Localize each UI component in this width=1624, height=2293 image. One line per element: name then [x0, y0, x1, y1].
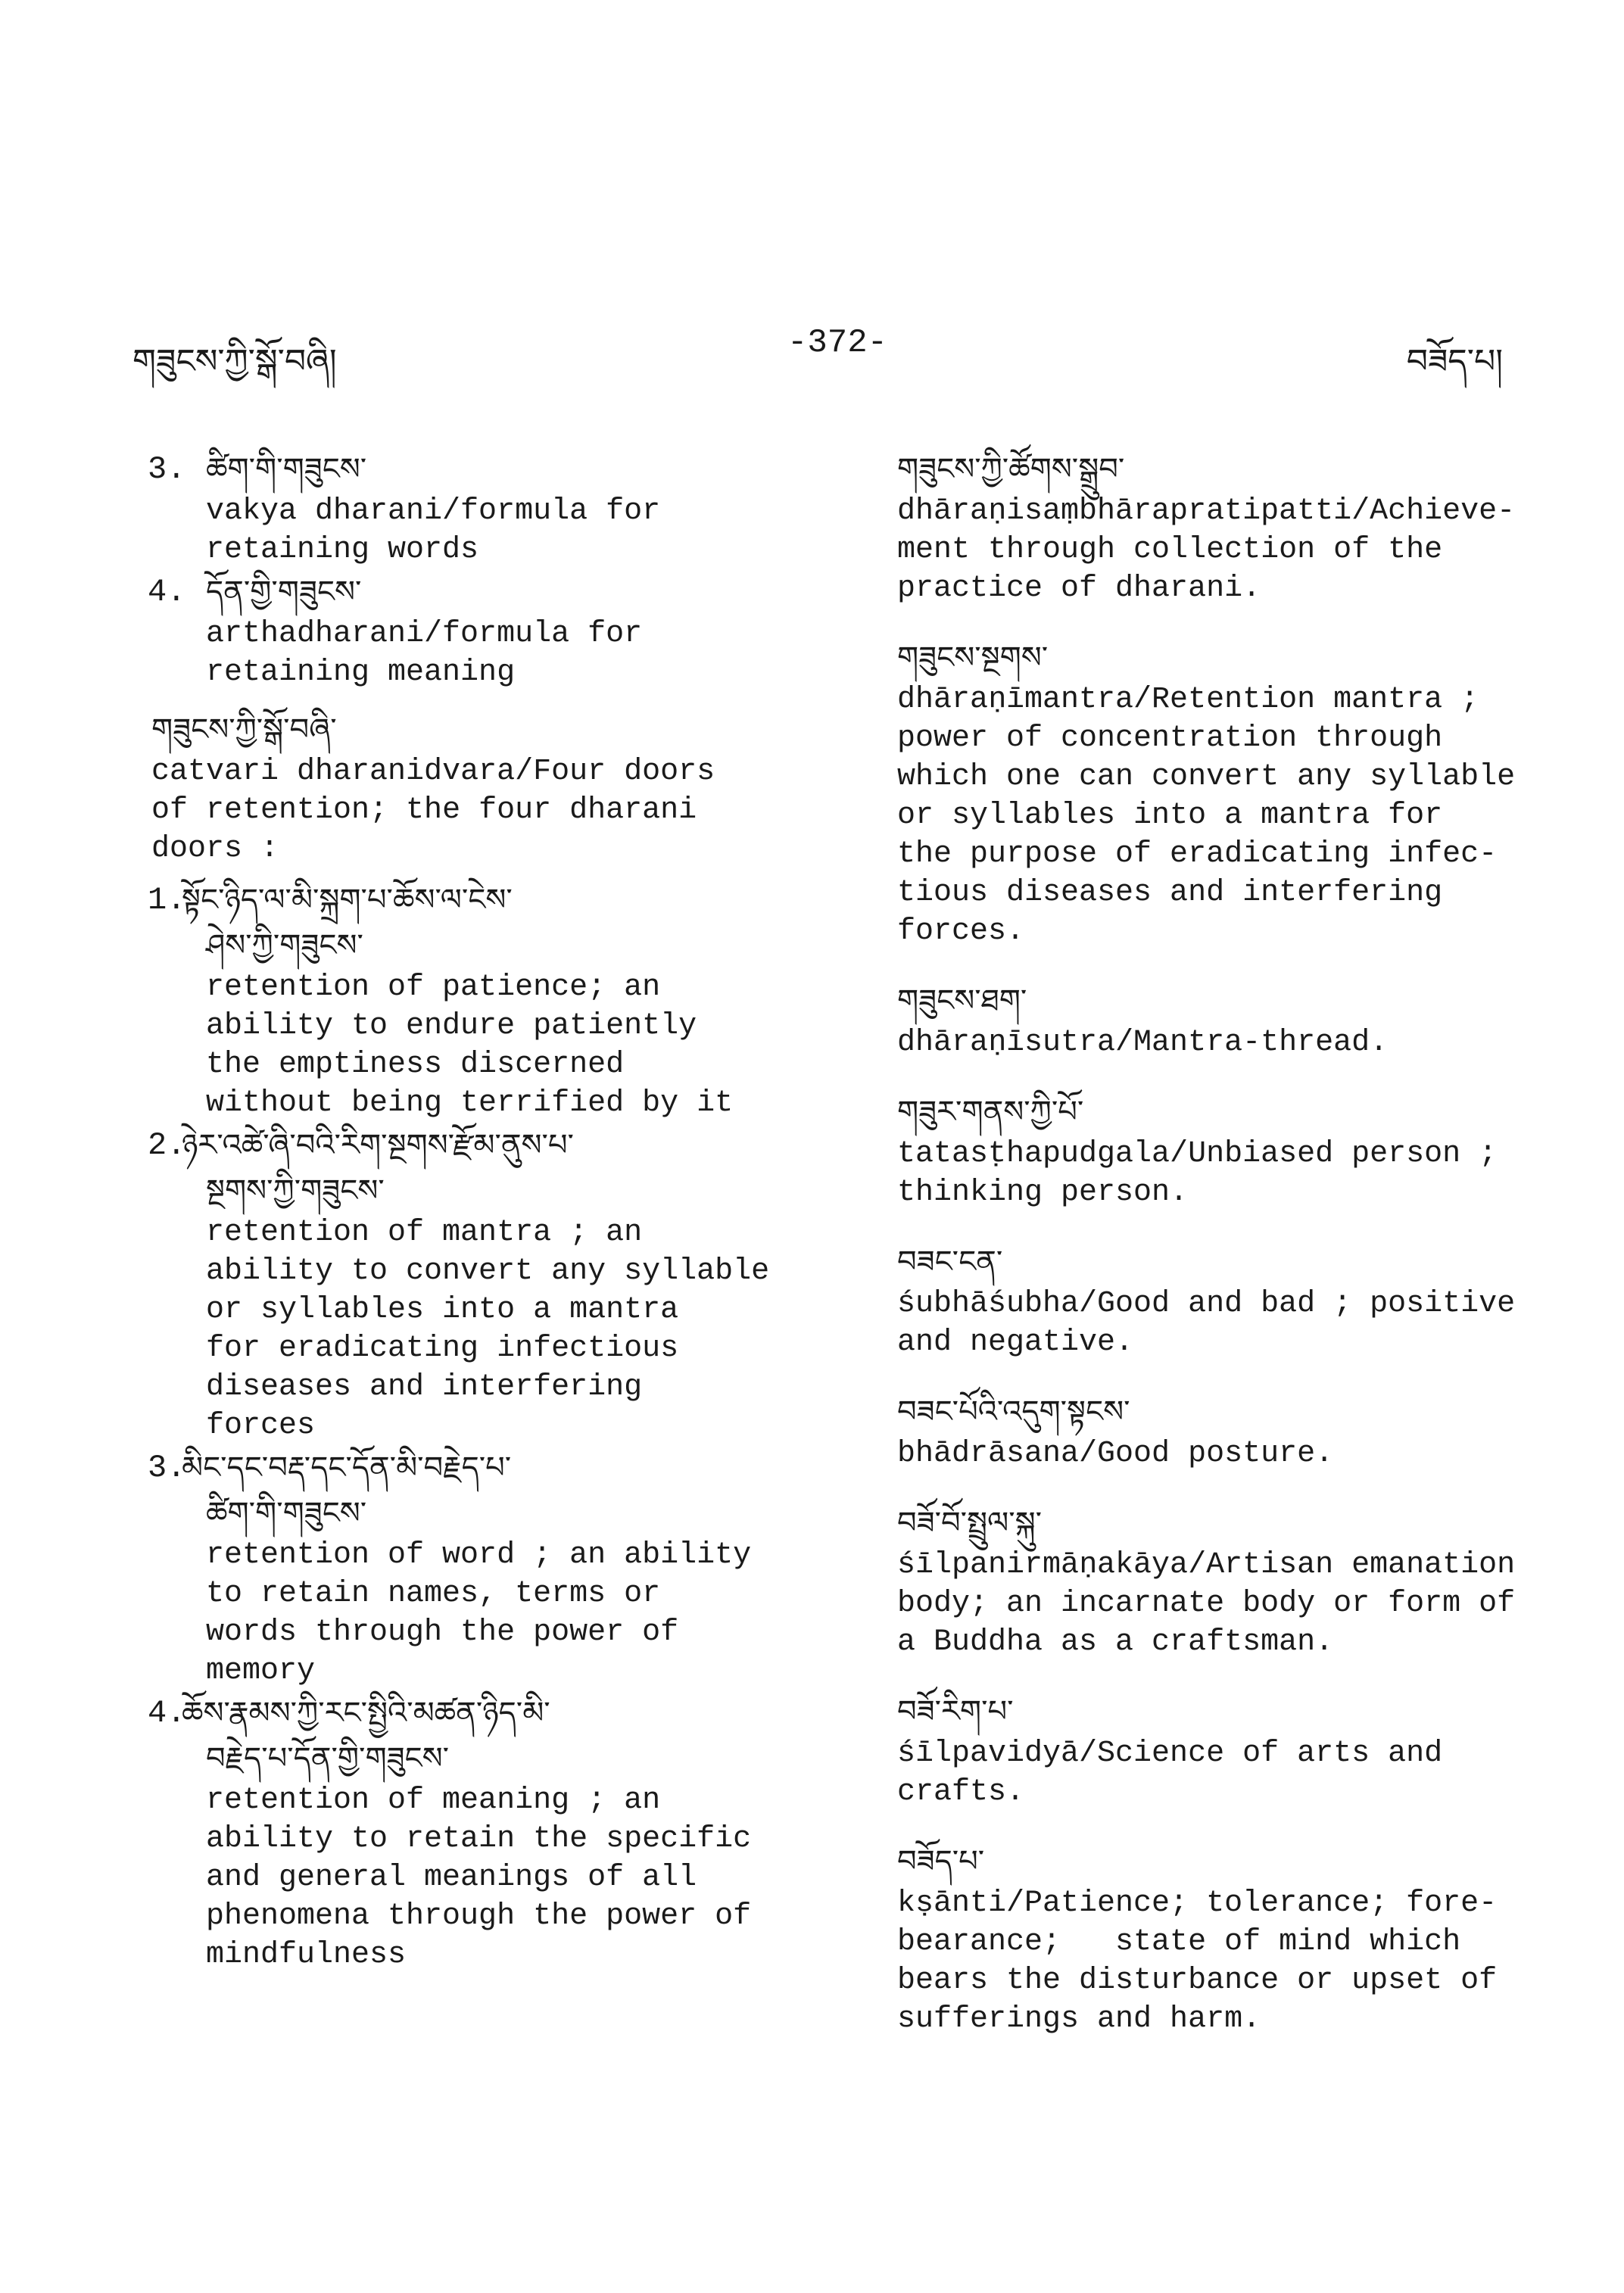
tibetan-term: ཉེར་འཚེ་ཞི་བའི་རིག་སྔགས་རྫོམ་ནུས་པ་ — [182, 1128, 574, 1163]
tibetan-headword: བཟོ་རིག་པ་ — [897, 1694, 1014, 1729]
tibetan-headword: བཟང་ངན་ — [897, 1245, 1003, 1279]
tibetan-term: སྟོང་ཉིད་ལ་མི་སྐྲག་པ་ཆོས་ལ་ངེས་ — [182, 883, 513, 918]
left-column — [148, 447, 818, 1974]
page-header — [0, 318, 1624, 379]
tibetan-headword: གཟུངས་སྔགས་ — [897, 640, 1049, 675]
list-item — [148, 1690, 818, 1974]
dictionary-entry — [897, 1689, 1556, 1812]
tibetan-headword: གཟུངས་ཀྱི་ཚོགས་སྒྲུབ་ — [897, 452, 1125, 487]
tibetan-headword: བཟང་པོའི་འདུག་སྟངས་ — [897, 1394, 1130, 1429]
tibetan-term: ཆོས་རྣམས་ཀྱི་རང་སྤྱིའི་མཚན་ཉིད་མི་ — [182, 1696, 550, 1731]
dictionary-entry — [897, 635, 1556, 951]
definition: śīlpavidyā/Science of arts and crafts. — [897, 1737, 1443, 1809]
tibetan-term: དོན་གྱི་གཟུངས་ — [206, 575, 362, 609]
definition: catvari dharanidvara/Four doors of retention; the four dharani doors : — [151, 755, 715, 866]
list-item — [148, 447, 818, 569]
definition: śīlpanirmāṇakāya/Artisan emanation body; an incarnate body or form of a Buddha as a craftsman. — [897, 1548, 1516, 1659]
list-item — [148, 569, 818, 692]
dictionary-entry — [897, 1839, 1556, 2039]
running-head-right: བཟོད་པ། — [1406, 342, 1503, 381]
definition: dhāraṇīmantra/Retention mantra ; power of concentration through which one can convert any syllable or syllables into a mantra for the purpose of eradicating infec- tious diseases and interfering forces. — [897, 683, 1516, 949]
list-item — [148, 877, 818, 1123]
definition: tatasṭhapudgala/Unbiased person ; thinking person. — [897, 1137, 1498, 1210]
dictionary-entry — [151, 707, 818, 868]
definition: retention of word ; an ability to retain names, terms or words through the power of memory — [206, 1538, 752, 1688]
tibetan-headword: བཟོ་བོ་སྤྲུལ་སྐུ་ — [897, 1506, 1043, 1541]
tibetan-term: མིང་དང་བརྡ་དང་དོན་མི་བརྗེད་པ་ — [182, 1450, 512, 1485]
definition: dhāraṇisaṃbhārapratipatti/Achieve- ment through collection of the practice of dharani. — [897, 494, 1516, 606]
tibetan-headword: བཟོད་པ་ — [897, 1844, 985, 1879]
definition: arthadharani/formula for retaining meaning — [206, 617, 643, 690]
item-number: 3. — [148, 451, 186, 488]
item-number: 4. — [148, 574, 186, 610]
dictionary-entry — [897, 1500, 1556, 1662]
tibetan-term-continued: བརྗེད་པ་དོན་གྱི་གཟུངས་ — [206, 1741, 450, 1776]
list-item — [148, 1123, 818, 1445]
dictionary-entry — [897, 1089, 1556, 1212]
tibetan-term-continued: སྔགས་ཀྱི་གཟུངས་ — [206, 1173, 385, 1208]
item-number: 1. — [148, 882, 186, 918]
tibetan-headword: གཟུངས་ཐག་ — [897, 983, 1027, 1018]
page-number: -372- — [787, 324, 888, 362]
definition: dhāraṇīsutra/Mantra-thread. — [897, 1026, 1389, 1060]
definition: retention of meaning ; an ability to retain the specific and general meanings of all phenomena through the power of mindfulness — [206, 1784, 752, 1972]
dictionary-entry — [897, 1239, 1556, 1362]
dictionary-entry — [897, 1389, 1556, 1473]
definition: retention of patience; an ability to endure patiently the emptiness discerned without being terrified by it — [206, 970, 734, 1120]
item-number: 3. — [148, 1450, 186, 1486]
tibetan-term-continued: ཤེས་ཀྱི་གཟུངས་ — [206, 928, 363, 963]
tibetan-headword: གཟུར་གནས་ཀྱི་པོ་ — [897, 1095, 1084, 1129]
right-column — [897, 447, 1556, 2066]
tibetan-headword: གཟུངས་ཀྱི་སྒོ་བཞི་ — [151, 712, 337, 747]
dictionary-entry — [897, 447, 1556, 608]
definition: bhādrāsana/Good posture. — [897, 1437, 1334, 1471]
tibetan-term: ཚིག་གི་གཟུངས་ — [206, 452, 367, 487]
definition: retention of mantra ; an ability to convert any syllable or syllables into a mantra for eradicating infectious diseases and interfering forces — [206, 1216, 770, 1443]
definition: kṣānti/Patience; tolerance; fore- bearance; state of mind which bears the disturbance or upset of sufferings and harm. — [897, 1886, 1498, 2036]
definition: śubhāśubha/Good and bad ; positive and negative. — [897, 1287, 1516, 1360]
list-item — [148, 1445, 818, 1690]
running-head-left: གཟུངས་ཀྱི་སྒོ་བཞི། — [132, 342, 337, 381]
item-number: 4. — [148, 1695, 186, 1731]
tibetan-term-continued: ཚིག་གི་གཟུངས་ — [206, 1496, 367, 1531]
definition: vakya dharani/formula for retaining words — [206, 494, 661, 567]
dictionary-entry — [897, 978, 1556, 1062]
item-number: 2. — [148, 1127, 186, 1164]
